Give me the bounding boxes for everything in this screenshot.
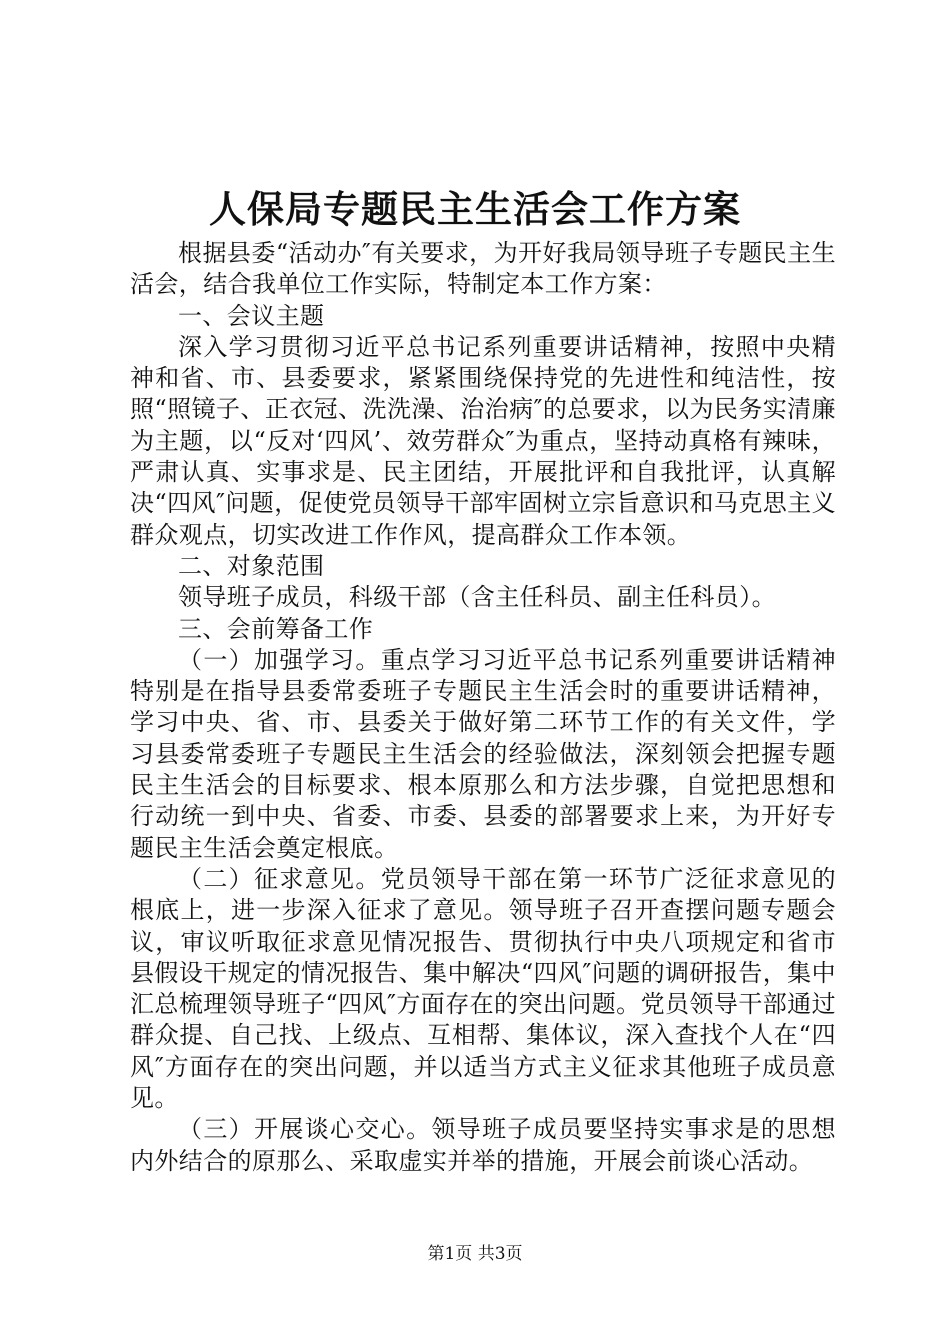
paragraph: （三）开展谈心交心。领导班子成员要坚持实事求是的思想内外结合的原那么、采取虚实并举的措施，开展会前谈心活动。 (130, 1115, 836, 1175)
section-heading: 二、对象范围 (178, 551, 325, 580)
paragraph: （二）征求意见。党员领导干部在第一环节广泛征求意见的根底上，进一步深入征求了意见。领导班子召开查摆问题专题会议，审议听取征求意见情况报告、贯彻执行中央八项规定和省市县假设干规定的情况报告、集中解决“四风″问题的调研报告，集中汇总梳理领导班子“四风″方面存在的突出问题。党员领导干部通过群众提、自己找、上级点、互相帮、集体议，深入查找个人在“四风″方面存在的突出问题，并以适当方式主义征求其他班子成员意见。 (130, 864, 836, 1113)
section-heading: 一、会议主题 (178, 301, 325, 330)
document-body (130, 238, 836, 1177)
paragraph: 领导班子成员，科级干部（含主任科员、副主任科员）。 (178, 583, 776, 612)
section-heading: 三、会前筹备工作 (178, 614, 374, 643)
paragraph: 根据县委“活动办″有关要求，为开好我局领导班子专题民主生活会，结合我单位工作实际，特制定本工作方案： (130, 239, 836, 299)
paragraph: 深入学习贯彻习近平总书记系列重要讲话精神，按照中央精神和省、市、县委要求，紧紧围绕保持党的先进性和纯洁性，按照“照镜子、正衣冠、洗洗澡、治治病″的总要求，以为民务实清廉为主题，以“反对‘四风’、效劳群众″为重点，坚持动真格有辣味，严肃认真、实事求是、民主团结，开展批评和自我批评，认真解决“四风″问题，促使党员领导干部牢固树立宗旨意识和马克思主义群众观点，切实改进工作作风，提高群众工作本领。 (130, 332, 836, 549)
paragraph: （一）加强学习。重点学习习近平总书记系列重要讲话精神特别是在指导县委常委班子专题民主生活会时的重要讲话精神，学习中央、省、市、县委关于做好第二环节工作的有关文件，学习县委常委班子专题民主生活会的经验做法，深刻领会把握专题民主生活会的目标要求、根本原那么和方法步骤，自觉把思想和行动统一到中央、省委、市委、县委的部署要求上来，为开好专题民主生活会奠定根底。 (130, 645, 836, 862)
document-title: 人保局专题民主生活会工作方案 (209, 187, 741, 231)
page-footer: 第1页 共3页 (427, 1244, 523, 1264)
